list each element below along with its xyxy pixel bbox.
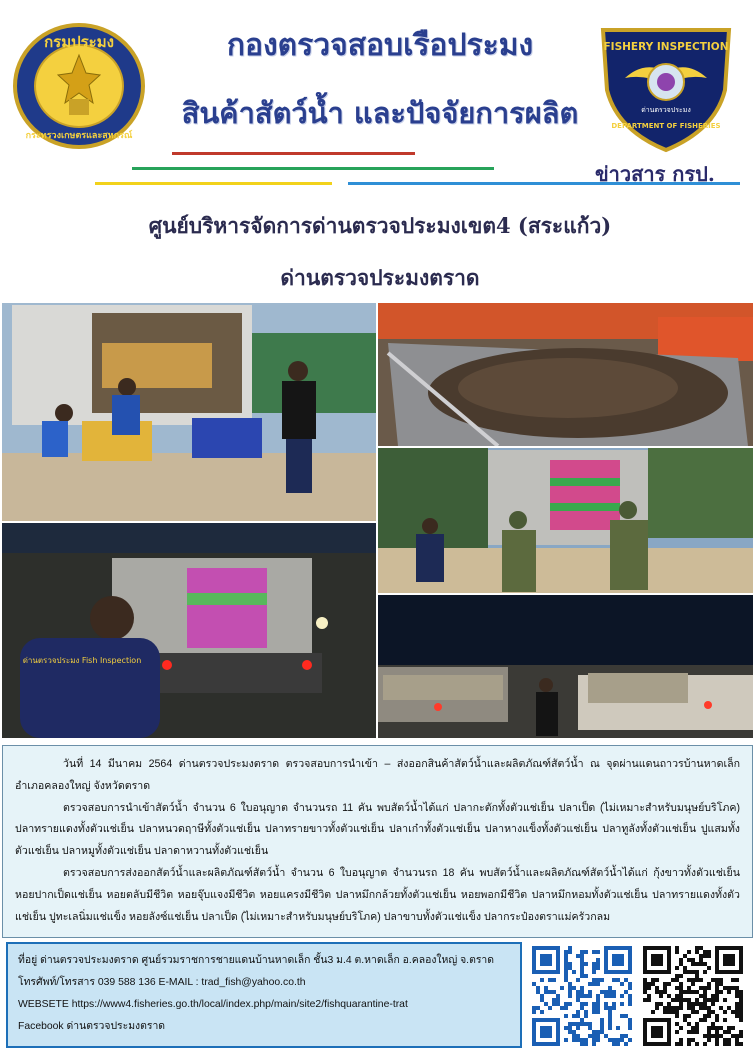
contact-facebook[interactable]: Facebook ด่านตรวจประมงตราด — [18, 1021, 166, 1032]
svg-text:กรมประมง: กรมประมง — [44, 33, 114, 51]
qr-code-website[interactable] — [532, 946, 632, 1050]
contact-phone-email: โทรศัพท์/โทรสาร 039 588 136 E-MAIL : trad_fish@yahoo.co.th — [18, 977, 306, 988]
decor-line-yellow — [95, 182, 332, 185]
photo-night-pickups — [378, 595, 753, 738]
svg-text:ด่านตรวจประมง Fish Inspection: ด่านตรวจประมง Fish Inspection — [22, 656, 142, 665]
photo-night-truck-inspector — [2, 523, 376, 738]
department-of-fisheries-seal — [12, 23, 146, 149]
contact-box — [6, 942, 522, 1048]
decor-line-green — [132, 167, 494, 170]
decor-line-red — [172, 152, 415, 155]
checkpoint-subtitle: ด่านตรวจประมงตราด — [280, 265, 480, 290]
report-paragraph-export: ตรวจสอบการส่งออกสัตว์น้ำและผลิตภัณฑ์สัตว์น้ำ จำนวน 6 ใบอนุญาต จำนวนรถ 18 คัน พบสัตว์น้ำและผลิตภัณฑ์สัตว์น้ำได้แก่ กุ้งขาวทั้งตัวแช่เย็น หอยปากเป็ดแช่เย็น หอยตลับมีชีวิต หอยจุ๊บแจงมีชีวิต หอยแครงมีชีวิต ปลาหมึกกล้วยทั้งตัวแช่เย็น หอยพอกมีชีวิต ปลาหมึกหอมทั้งตัวแช่เย็น ปลาทรายแดงทั้งตัวแช่เย็น ปูทะเลนิ่มแช่แข็ง หอยลังซ์แช่เย็น ปลาเป็ด (ไม่เหมาะสำหรับมนุษย์บริโภค) ปลาขาบทั้งตัวแช่แข็ง ปลากระป๋องตราแม่ครัวกลม — [15, 866, 740, 923]
svg-text:กระทรวงเกษตรและสหกรณ์: กระทรวงเกษตรและสหกรณ์ — [25, 131, 133, 141]
photo-truck-soldiers — [378, 448, 753, 593]
center-subtitle: ศูนย์บริหารจัดการด่านตรวจประมงเขต4 (สระแก้ว) — [148, 213, 612, 238]
news-tag: ข่าวสาร กรป. — [595, 162, 715, 186]
photo-truck-unloading — [2, 303, 376, 521]
report-paragraph-date: วันที่ 14 มีนาคม 2564 ด่านตรวจประมงตราด ตรวจสอบการนำเข้า – ส่งออกสินค้าสัตว์น้ำและผลิตภัณฑ์สัตว์น้ำ ณ จุดผ่านแดนถาวรบ้านหาดเล็ก อำเภอคลองใหญ่ จังหวัดตราด — [15, 758, 740, 792]
fishery-inspection-badge — [595, 20, 737, 154]
svg-text:DEPARTMENT OF FISHERIES: DEPARTMENT OF FISHERIES — [611, 122, 721, 130]
header-title-line1: กองตรวจสอบเรือประมง — [226, 28, 534, 63]
contact-address: ที่อยู่ ด่านตรวจประมงตราด ศูนย์รวมราชการชายแดนบ้านหาดเล็ก ชั้น3 ม.4 ต.หาดเล็ก อ.คลองใหญ่ จ.ตราด — [18, 955, 494, 966]
qr-code-facebook[interactable] — [643, 946, 743, 1050]
report-paragraph-import: ตรวจสอบการนำเข้าสัตว์น้ำ จำนวน 6 ใบอนุญาต จำนวนรถ 11 คัน พบสัตว์น้ำได้แก่ ปลากะตักทั้งตัวแช่เย็น ปลาเป็ด (ไม่เหมาะสำหรับมนุษย์บริโภค) ปลาทรายแดงทั้งตัวแช่เย็น ปลาหนวดฤาษีทั้งตัวแช่เย็น ปลาทรายขาวทั้งตัวแช่เย็น ปลาเก๋าทั้งตัวแช่เย็น ปลาหางแข็งทั้งตัวแช่เย็น ปลาทูลังทั้งตัวแช่เย็น ปูแสมทั้งตัวแช่เย็น ปลาหมูทั้งตัวแช่เย็น ปลาดาหวานทั้งตัวแช่เย็น — [15, 801, 740, 858]
svg-text:FISHERY INSPECTION: FISHERY INSPECTION — [603, 41, 729, 53]
report-box — [2, 745, 753, 938]
svg-text:ด่านตรวจประมง: ด่านตรวจประมง — [641, 106, 691, 114]
header-title-line2: สินค้าสัตว์น้ำ และปัจจัยการผลิต — [181, 96, 579, 130]
photo-crabs-on-table — [378, 303, 753, 446]
contact-website[interactable]: WEBSETE https://www4.fisheries.go.th/local/index.php/main/site2/fishquarantine-trat — [18, 999, 408, 1010]
